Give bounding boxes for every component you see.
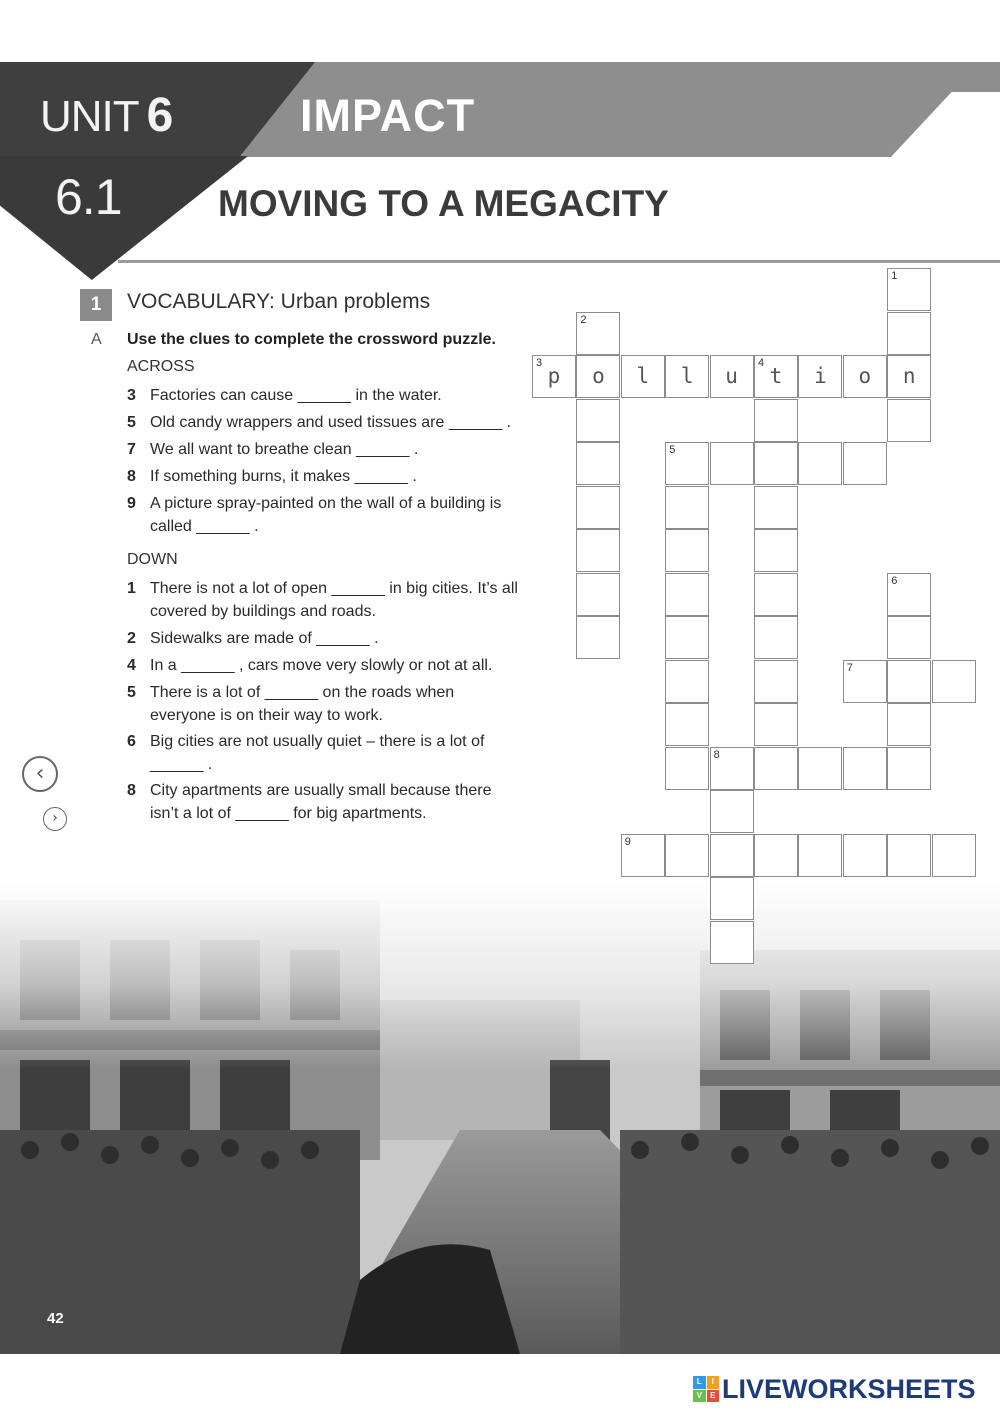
crossword-letter: l bbox=[680, 364, 694, 388]
crossword-cell[interactable] bbox=[843, 355, 887, 398]
crossword-cell[interactable] bbox=[754, 573, 798, 616]
clue-number: 4 bbox=[127, 657, 136, 674]
brand-logo[interactable] bbox=[693, 1374, 976, 1404]
clue-number: 5 bbox=[127, 684, 136, 701]
clue-across-3 bbox=[127, 384, 522, 407]
crossword-cell[interactable] bbox=[576, 312, 620, 355]
crossword-cell[interactable] bbox=[887, 616, 931, 659]
clue-text: We all want to breathe clean ______ . bbox=[150, 441, 419, 458]
crossword-cell[interactable] bbox=[710, 355, 754, 398]
crossword-clue-number: 2 bbox=[580, 313, 587, 326]
clue-down-5 bbox=[127, 681, 522, 727]
divider bbox=[118, 260, 1000, 263]
clue-text: City apartments are usually small because there isn’t a lot of ______ for big apartments. bbox=[150, 782, 492, 822]
logo-tile: V bbox=[693, 1390, 706, 1403]
clue-number: 8 bbox=[127, 782, 136, 799]
crossword-cell[interactable] bbox=[710, 921, 754, 964]
crossword-cell[interactable] bbox=[621, 834, 665, 877]
clue-number: 1 bbox=[127, 580, 136, 597]
crossword-cell[interactable] bbox=[754, 355, 798, 398]
unit-title: IMPACT bbox=[300, 90, 476, 141]
crossword-cell[interactable] bbox=[932, 834, 976, 877]
crossword-clue-number: 8 bbox=[713, 748, 720, 761]
crossword-clue-number: 4 bbox=[758, 357, 765, 369]
crossword-cell[interactable] bbox=[887, 399, 931, 442]
crossword-cell[interactable] bbox=[754, 616, 798, 659]
logo-icon bbox=[693, 1376, 719, 1402]
crossword-cell[interactable] bbox=[710, 442, 754, 485]
crossword-cell[interactable] bbox=[665, 660, 709, 703]
crossword-letter: n bbox=[902, 364, 916, 388]
clue-text: In a ______ , cars move very slowly or not at all. bbox=[150, 657, 493, 674]
crossword-cell[interactable] bbox=[754, 747, 798, 790]
crossword-cell[interactable] bbox=[665, 486, 709, 529]
chevron-right-icon[interactable]: › bbox=[43, 807, 67, 831]
crossword-cell[interactable] bbox=[887, 703, 931, 746]
clue-down-4 bbox=[127, 654, 522, 677]
crossword-cell[interactable] bbox=[576, 616, 620, 659]
crossword-letter: o bbox=[858, 364, 872, 388]
crossword-cell[interactable] bbox=[754, 834, 798, 877]
logo-tile: E bbox=[707, 1390, 720, 1403]
crossword-cell[interactable] bbox=[576, 486, 620, 529]
unit-number: 6 bbox=[146, 89, 173, 142]
clue-number: 6 bbox=[127, 733, 136, 750]
logo-tile: L bbox=[693, 1376, 706, 1389]
crossword-cell[interactable] bbox=[798, 442, 842, 485]
across-heading: ACROSS bbox=[127, 358, 195, 375]
crossword-cell[interactable] bbox=[754, 703, 798, 746]
crossword-cell[interactable] bbox=[754, 660, 798, 703]
crossword-letter: t bbox=[769, 364, 783, 388]
crossword-letter: o bbox=[592, 364, 605, 388]
crossword-cell[interactable] bbox=[665, 616, 709, 659]
crossword-clue-number: 5 bbox=[669, 444, 676, 456]
crossword-cell[interactable] bbox=[576, 442, 620, 485]
clue-across-8 bbox=[127, 465, 522, 488]
street-photo bbox=[0, 880, 1000, 1354]
crossword-cell[interactable] bbox=[754, 486, 798, 529]
crossword-cell[interactable] bbox=[665, 703, 709, 746]
crossword-cell[interactable] bbox=[710, 877, 754, 920]
crossword-cell[interactable] bbox=[887, 834, 931, 877]
crossword-letter: u bbox=[725, 364, 738, 388]
crossword-cell[interactable] bbox=[576, 529, 620, 572]
crossword-cell[interactable] bbox=[665, 355, 709, 398]
crossword-cell[interactable] bbox=[798, 355, 842, 398]
crossword-cell[interactable] bbox=[887, 268, 931, 311]
crossword-cell[interactable] bbox=[576, 573, 620, 616]
crossword-cell[interactable] bbox=[843, 834, 887, 877]
crossword-cell[interactable] bbox=[798, 747, 842, 790]
crossword-cell[interactable] bbox=[843, 660, 887, 703]
brand-name: LIVEWORKSHEETS bbox=[722, 1373, 976, 1404]
crossword-cell[interactable] bbox=[665, 529, 709, 572]
crossword-clue-number: 7 bbox=[846, 661, 853, 674]
clue-text: If something burns, it makes ______ . bbox=[150, 468, 417, 485]
crossword-cell[interactable] bbox=[710, 790, 754, 833]
page-number: 42 bbox=[47, 1310, 64, 1327]
clue-across-5 bbox=[127, 411, 522, 434]
clue-text: Sidewalks are made of ______ . bbox=[150, 630, 379, 647]
clue-number: 8 bbox=[127, 468, 136, 485]
down-heading: DOWN bbox=[127, 551, 178, 568]
crossword-letter: p bbox=[547, 364, 561, 388]
crossword-cell[interactable] bbox=[710, 747, 754, 790]
crossword-cell[interactable] bbox=[887, 355, 931, 398]
clue-down-2 bbox=[127, 627, 522, 650]
clue-text: Big cities are not usually quiet – there is a lot of ______ . bbox=[150, 733, 485, 773]
crossword-cell[interactable] bbox=[887, 660, 931, 703]
crossword-cell[interactable] bbox=[887, 573, 931, 616]
chevron-left-icon[interactable]: ‹ bbox=[22, 756, 58, 792]
crossword-letter: l bbox=[636, 364, 650, 388]
crossword-cell[interactable] bbox=[665, 442, 709, 485]
clue-text: There is not a lot of open ______ in big cities. It’s all covered by buildings and roads. bbox=[150, 580, 518, 620]
crossword-clue-number: 9 bbox=[624, 835, 631, 848]
crossword-cell[interactable] bbox=[843, 747, 887, 790]
crossword-clue-number: 3 bbox=[536, 357, 543, 369]
crossword-cell[interactable] bbox=[932, 660, 976, 703]
crossword-cell[interactable] bbox=[754, 529, 798, 572]
clue-number: 9 bbox=[127, 495, 136, 512]
instructions: Use the clues to complete the crossword puzzle. bbox=[127, 331, 496, 348]
clue-number: 5 bbox=[127, 414, 136, 431]
crossword-cell[interactable] bbox=[710, 834, 754, 877]
unit-label bbox=[40, 88, 172, 143]
clue-text: Factories can cause ______ in the water. bbox=[150, 387, 442, 404]
lesson-title: MOVING TO A MEGACITY bbox=[218, 183, 669, 224]
crossword-cell[interactable] bbox=[843, 442, 887, 485]
crossword-cell[interactable] bbox=[754, 442, 798, 485]
lesson-number: 6.1 bbox=[55, 169, 122, 225]
clue-text: There is a lot of ______ on the roads when everyone is on their way to work. bbox=[150, 684, 455, 724]
clue-number: 7 bbox=[127, 441, 136, 458]
crossword-cell[interactable] bbox=[887, 747, 931, 790]
part-letter: A bbox=[91, 331, 102, 348]
crossword-cell[interactable] bbox=[576, 355, 620, 398]
crossword-cell[interactable] bbox=[576, 399, 620, 442]
crossword-cell[interactable] bbox=[798, 834, 842, 877]
clue-across-9 bbox=[127, 492, 522, 538]
clue-across-7 bbox=[127, 438, 522, 461]
crossword-letter: i bbox=[814, 364, 827, 388]
crossword-cell[interactable] bbox=[665, 573, 709, 616]
section-title: VOCABULARY: Urban problems bbox=[127, 290, 431, 313]
crossword-cell[interactable] bbox=[532, 355, 576, 398]
crossword-cell[interactable] bbox=[754, 399, 798, 442]
clue-number: 3 bbox=[127, 387, 136, 404]
clue-text: Old candy wrappers and used tissues are ______ . bbox=[150, 414, 512, 431]
section-number-badge: 1 bbox=[80, 289, 112, 321]
unit-word: UNIT bbox=[40, 92, 139, 141]
clue-text: A picture spray-painted on the wall of a building is called ______ . bbox=[150, 495, 502, 535]
clue-number: 2 bbox=[127, 630, 136, 647]
clue-down-1 bbox=[127, 577, 522, 623]
crossword-cell[interactable] bbox=[665, 747, 709, 790]
clue-down-6 bbox=[127, 730, 522, 776]
crossword-cell[interactable] bbox=[887, 312, 931, 355]
crossword-clue-number: 6 bbox=[891, 574, 898, 587]
crossword-clue-number: 1 bbox=[891, 270, 898, 282]
clue-down-8 bbox=[127, 779, 522, 825]
crossword-cell[interactable] bbox=[621, 355, 665, 398]
crossword-cell[interactable] bbox=[665, 834, 709, 877]
logo-tile: I bbox=[707, 1376, 720, 1389]
